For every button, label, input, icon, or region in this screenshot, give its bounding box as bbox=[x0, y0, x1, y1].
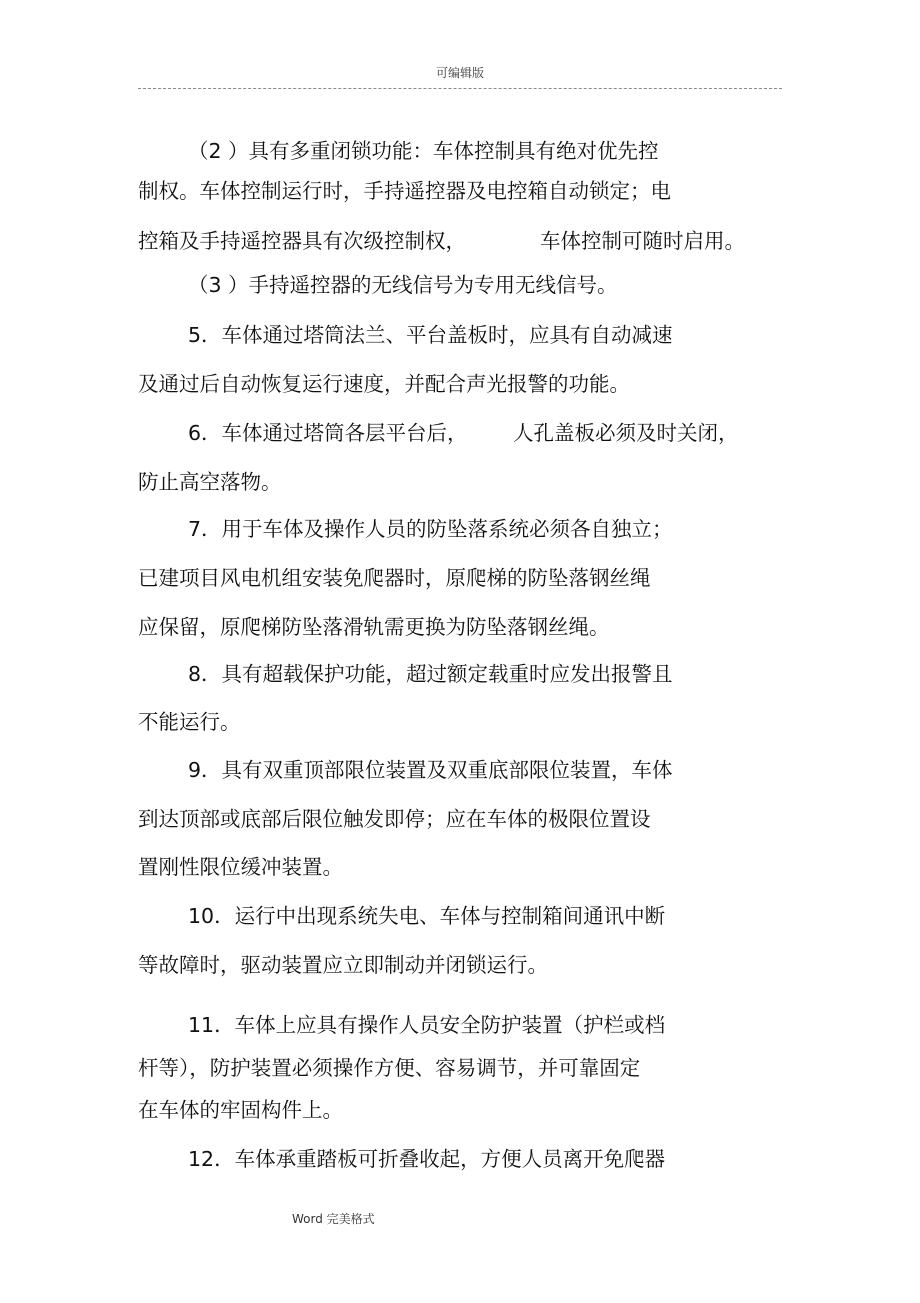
page-header: 可编辑版 bbox=[435, 66, 484, 80]
paragraph-line: 不能运行。 bbox=[138, 710, 241, 734]
paragraph-line: 12．车体承重踏板可折叠收起，方便人员离开免爬器 bbox=[188, 1147, 666, 1171]
paragraph-line: 到达顶部或底部后限位触发即停；应在车体的极限位置设 bbox=[138, 807, 651, 831]
paragraph-line: 车体控制可随时启用。 bbox=[540, 229, 745, 253]
paragraph-line: 9．具有双重顶部限位装置及双重底部限位装置，车体 bbox=[188, 758, 673, 782]
page-footer: Word 完美格式 bbox=[292, 1212, 375, 1226]
paragraph-line: 杆等），防护装置必须操作方便、容易调节，并可靠固定 bbox=[138, 1056, 641, 1080]
paragraph-line: 应保留，原爬梯防坠落滑轨需更换为防坠落钢丝绳。 bbox=[138, 615, 610, 639]
paragraph-line: 6．车体通过塔筒各层平台后， bbox=[188, 421, 468, 445]
paragraph-line: 已建项目风电机组安装免爬器时，原爬梯的防坠落钢丝绳 bbox=[138, 566, 651, 590]
paragraph-line: 及通过后自动恢复运行速度，并配合声光报警的功能。 bbox=[138, 372, 630, 396]
header-divider bbox=[138, 88, 782, 89]
paragraph-line: 等故障时，驱动装置应立即制动并闭锁运行。 bbox=[138, 953, 548, 977]
paragraph-line: 制权。车体控制运行时，手持遥控器及电控箱自动锁定；电 bbox=[138, 179, 671, 203]
paragraph-line: 11．车体上应具有操作人员安全防护装置（护栏或档 bbox=[188, 1013, 666, 1037]
paragraph-line: （3 ）手持遥控器的无线信号为专用无线信号。 bbox=[188, 273, 618, 297]
paragraph-line: 7．用于车体及操作人员的防坠落系统必须各自独立； bbox=[188, 517, 673, 541]
paragraph-line: 置刚性限位缓冲装置。 bbox=[138, 855, 343, 879]
paragraph-line: 在车体的牢固构件上。 bbox=[138, 1098, 343, 1122]
paragraph-line: 10．运行中出现系统失电、车体与控制箱间通讯中断 bbox=[188, 904, 666, 928]
paragraph-line: （2 ）具有多重闭锁功能：车体控制具有绝对优先控 bbox=[188, 139, 659, 163]
paragraph-line: 8．具有超载保护功能，超过额定载重时应发出报警且 bbox=[188, 662, 673, 686]
paragraph-line: 5．车体通过塔筒法兰、平台盖板时，应具有自动减速 bbox=[188, 323, 673, 347]
paragraph-line: 控箱及手持遥控器具有次级控制权， bbox=[138, 229, 466, 253]
paragraph-line: 防止高空落物。 bbox=[138, 470, 282, 494]
paragraph-line: 人孔盖板必须及时关闭， bbox=[513, 421, 739, 445]
